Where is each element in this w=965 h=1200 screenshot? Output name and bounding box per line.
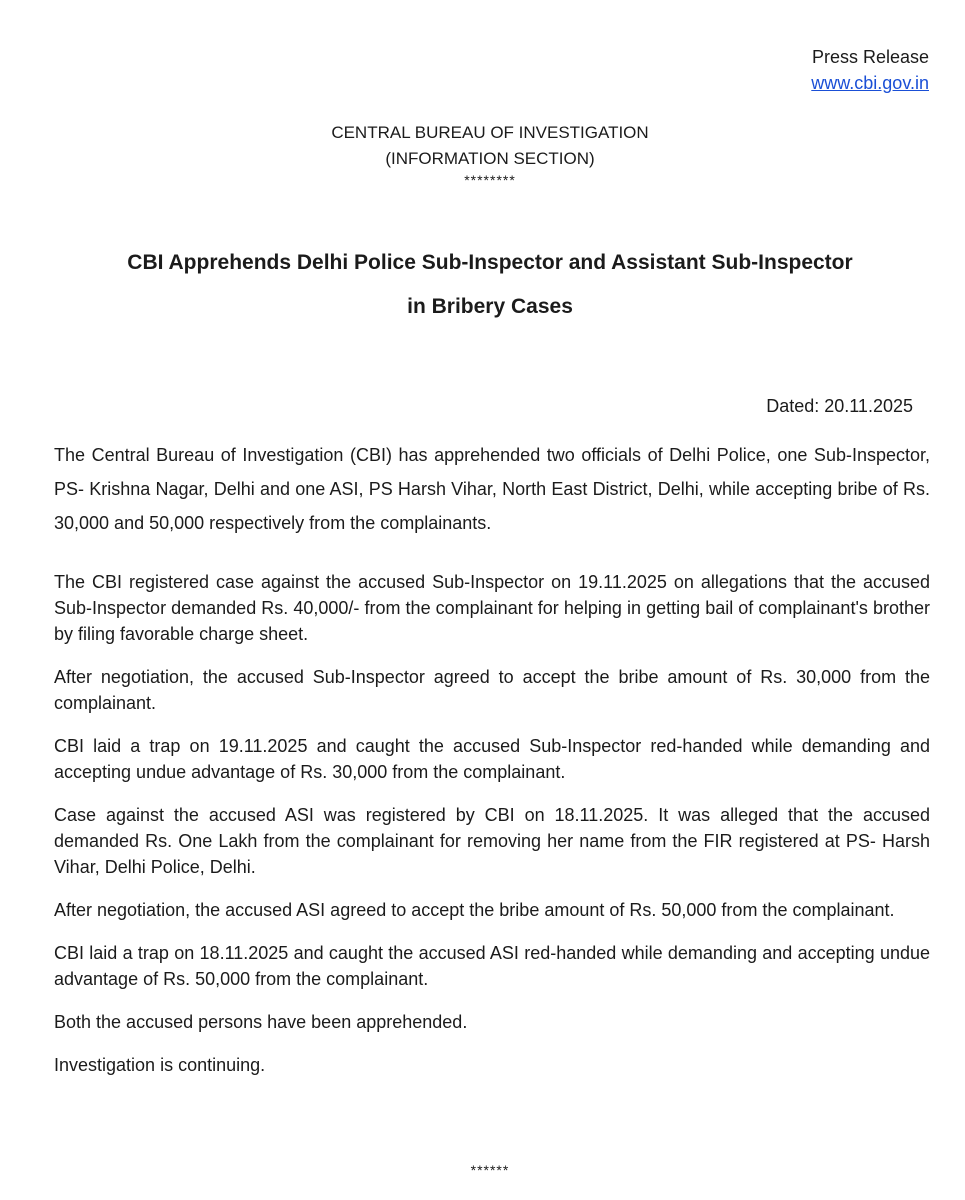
- title-line-2: in Bribery Cases: [407, 295, 573, 318]
- paragraph-2: The CBI registered case against the accused Sub-Inspector on 19.11.2025 on allegations that the accused Sub-Inspector demanded Rs. 40,000/- from the complainant for helping in getting bail of complainant's brother by filing favorable charge sheet.: [54, 572, 930, 644]
- organization-section: (INFORMATION SECTION): [385, 149, 595, 168]
- paragraph-8: Both the accused persons have been apprehended.: [54, 1012, 468, 1032]
- header-right: [811, 44, 929, 96]
- page-title: [40, 241, 940, 329]
- date-line: Dated: 20.11.2025: [766, 396, 913, 416]
- organization-block: [0, 120, 965, 188]
- paragraph-6: After negotiation, the accused ASI agreed to accept the bribe amount of Rs. 50,000 from the complainant.: [54, 900, 895, 920]
- paragraph-5: Case against the accused ASI was registered by CBI on 18.11.2025. It was alleged that the accused demanded Rs. One Lakh from the complainant for removing her name from the FIR registered at PS- Harsh Vihar, Delhi Police, Delhi.: [54, 805, 930, 877]
- title-line-1: CBI Apprehends Delhi Police Sub-Inspector and Assistant Sub-Inspector: [127, 251, 853, 274]
- body-text: [54, 438, 930, 1095]
- paragraph-3: After negotiation, the accused Sub-Inspector agreed to accept the bribe amount of Rs. 30,000 from the complainant.: [54, 667, 930, 713]
- paragraph-9: Investigation is continuing.: [54, 1055, 266, 1075]
- end-separator: ******: [470, 1162, 510, 1178]
- paragraph-7: CBI laid a trap on 18.11.2025 and caught the accused ASI red-handed while demanding and accepting undue advantage of Rs. 50,000 from the complainant.: [54, 943, 930, 989]
- website-link[interactable]: www.cbi.gov.in: [811, 73, 929, 93]
- organization-name: CENTRAL BUREAU OF INVESTIGATION: [331, 123, 649, 142]
- paragraph-1: The Central Bureau of Investigation (CBI) has apprehended two officials of Delhi Police, one Sub-Inspector, PS- Krishna Nagar, Delhi and one ASI, PS Harsh Vihar, North East District, Delhi, while accepting bribe of Rs. 30,000 and 50,000 respectively from the complainants.: [54, 445, 930, 533]
- header-separator: ********: [464, 172, 516, 188]
- paragraph-4: CBI laid a trap on 19.11.2025 and caught the accused Sub-Inspector red-handed while demanding and accepting undue advantage of Rs. 30,000 from the complainant.: [54, 736, 930, 782]
- press-release-label: Press Release: [811, 47, 929, 67]
